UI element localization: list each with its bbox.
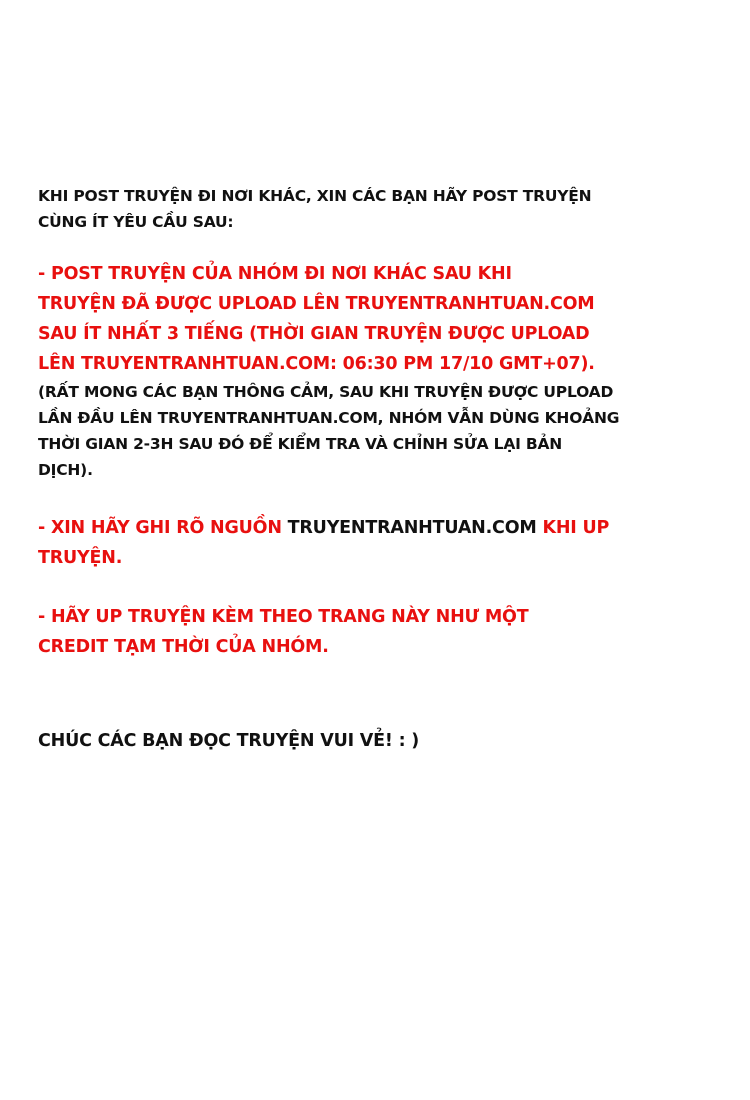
note-line-2: LẦN ĐẦU LÊN TRUYENTRANHTUAN.COM, NHÓM VẪN DÙNG KHOẢNG bbox=[38, 409, 620, 427]
rule-2-text-end: KHI UP bbox=[536, 518, 610, 538]
closing-line: CHÚC CÁC BẠN ĐỌC TRUYỆN VUI VẺ! : ) bbox=[38, 731, 420, 751]
note-line-1: (RẤT MONG CÁC BẠN THÔNG CẢM, SAU KHI TRUYỆN ĐƯỢC UPLOAD bbox=[38, 383, 614, 401]
rule-2 bbox=[38, 513, 728, 573]
credit-page bbox=[38, 183, 728, 756]
rule-1-line-1: - POST TRUYỆN CỦA NHÓM ĐI NƠI KHÁC SAU KHI bbox=[38, 264, 512, 284]
rule-2-line-2: TRUYỆN. bbox=[38, 548, 123, 568]
rule-1-line-2: TRUYỆN ĐÃ ĐƯỢC UPLOAD LÊN TRUYENTRANHTUAN.COM bbox=[38, 294, 595, 314]
closing-message bbox=[38, 726, 728, 756]
rule-3-line-1: - HÃY UP TRUYỆN KÈM THEO TRANG NÀY NHƯ MỘT bbox=[38, 607, 529, 627]
intro-line-2: CÙNG ÍT YÊU CẦU SAU: bbox=[38, 213, 234, 231]
rule-1-note bbox=[38, 379, 728, 483]
rule-3-line-2: CREDIT TẠM THỜI CỦA NHÓM. bbox=[38, 637, 329, 657]
rule-2-line-1 bbox=[38, 513, 728, 543]
source-site: TRUYENTRANHTUAN.COM bbox=[287, 518, 537, 538]
note-line-3: THỜI GIAN 2-3H SAU ĐÓ ĐỂ KIỂM TRA VÀ CHỈNH SỬA LẠI BẢN bbox=[38, 435, 563, 453]
rule-1 bbox=[38, 259, 728, 379]
rule-1-line-3: SAU ÍT NHẤT 3 TIẾNG (THỜI GIAN TRUYỆN ĐƯỢC UPLOAD bbox=[38, 324, 590, 344]
intro-paragraph bbox=[38, 183, 728, 235]
intro-line-1: KHI POST TRUYỆN ĐI NƠI KHÁC, XIN CÁC BẠN HÃY POST TRUYỆN bbox=[38, 187, 592, 205]
rule-3 bbox=[38, 602, 728, 662]
rule-1-line-4: LÊN TRUYENTRANHTUAN.COM: 06:30 PM 17/10 GMT+07). bbox=[38, 354, 595, 374]
note-line-4: DỊCH). bbox=[38, 461, 93, 479]
rule-2-text-start: - XIN HÃY GHI RÕ NGUỒN bbox=[38, 518, 288, 538]
